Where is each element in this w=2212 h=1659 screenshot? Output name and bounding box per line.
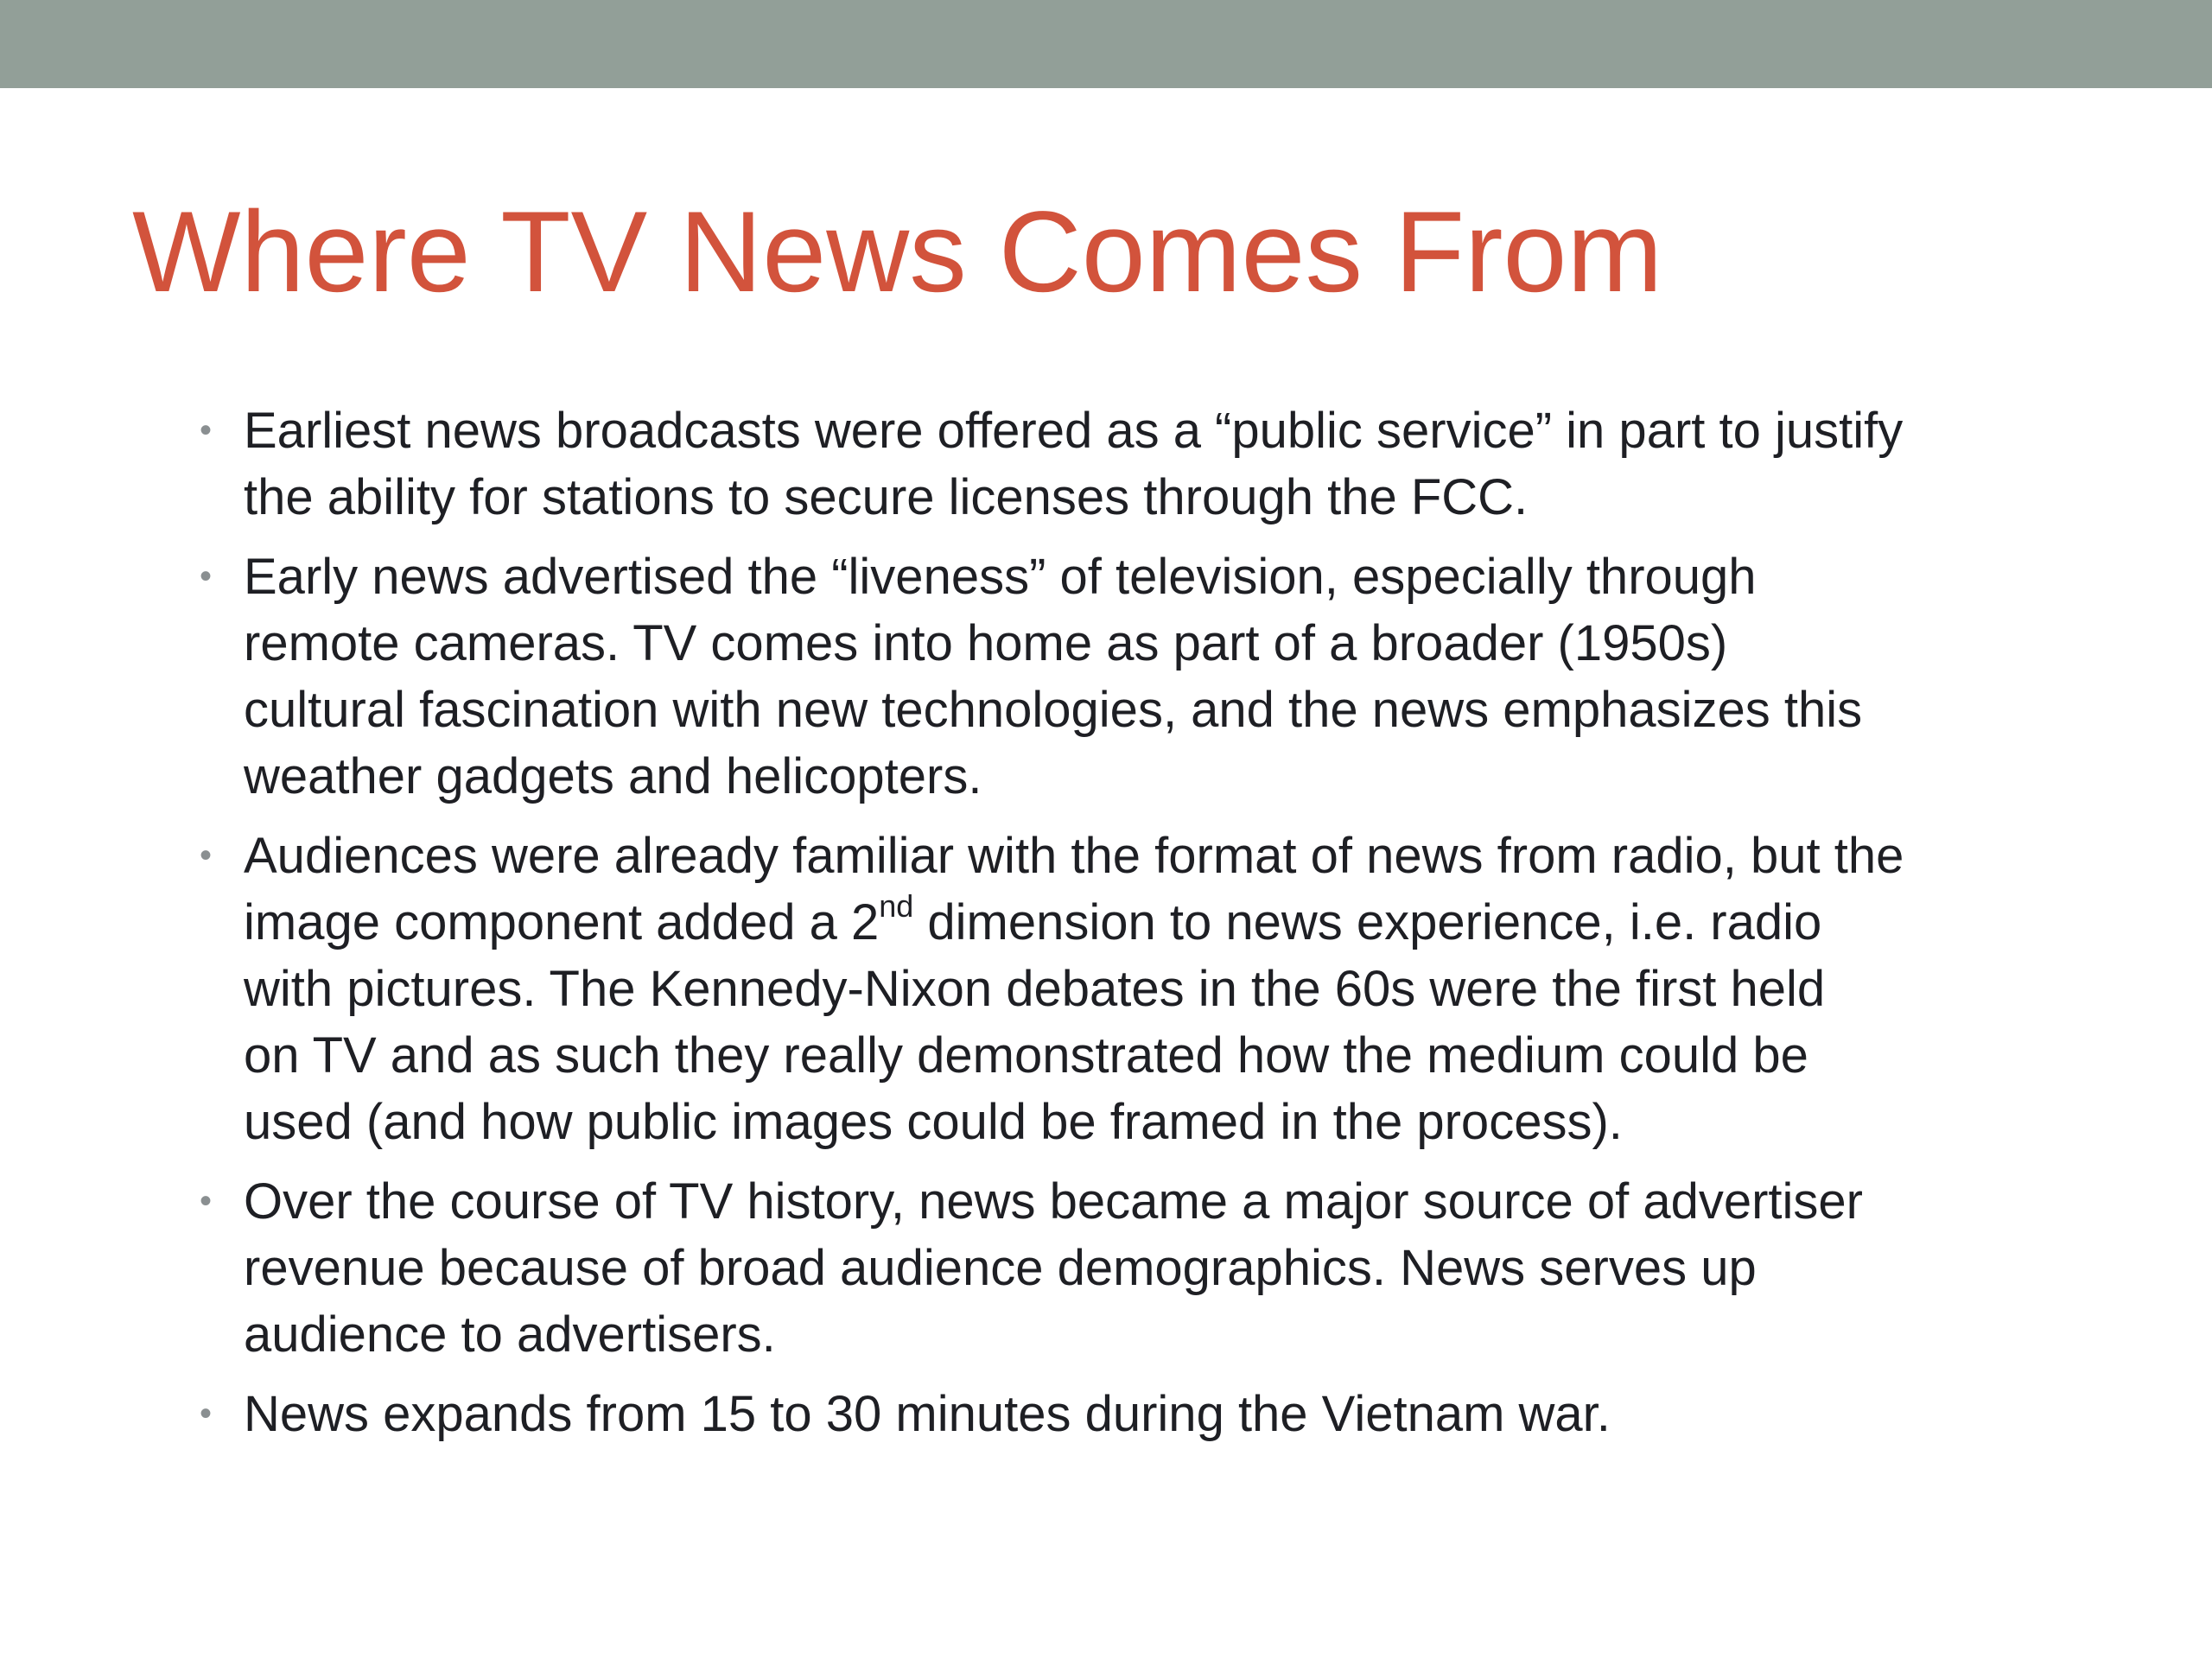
bullet-dot: •	[200, 1395, 213, 1433]
bullet-line: on TV and as such they really demonstrated how the medium could be	[244, 1027, 1808, 1084]
bullet-line: used (and how public images could be framed in the process).	[244, 1094, 1623, 1150]
bullet-line-text: dimension to news experience, i.e. radio	[913, 894, 1822, 950]
bullet-line: Over the course of TV history, news became a major source of advertiser	[244, 1173, 1863, 1230]
bullet-line: News expands from 15 to 30 minutes during the Vietnam war.	[244, 1386, 1611, 1442]
bullet-item	[0, 1168, 2093, 1368]
bullet-item	[0, 823, 2093, 1155]
bullet-line: remote cameras. TV comes into home as part of a broader (1950s)	[244, 615, 1728, 671]
bullet-line: revenue because of broad audience demographics. News serves up	[244, 1240, 1757, 1296]
bullet-line: the ability for stations to secure licenses through the FCC.	[244, 469, 1529, 525]
bullet-item	[0, 1381, 2093, 1447]
bullet-line: Early news advertised the “liveness” of television, especially through	[244, 549, 1757, 605]
bullet-line-text: image component added a 2	[244, 894, 880, 950]
bullet-line-with-superscript	[244, 889, 2093, 956]
bullet-line: with pictures. The Kennedy-Nixon debates in the 60s were the first held	[244, 961, 1826, 1017]
bullet-line: Audiences were already familiar with the format of news from radio, but the	[244, 828, 1904, 884]
bullet-line: weather gadgets and helicopters.	[244, 748, 982, 804]
bullet-dot: •	[200, 411, 213, 449]
ordinal-superscript: nd	[879, 887, 914, 924]
bullet-line: cultural fascination with new technologies, and the news emphasizes this	[244, 682, 1863, 738]
bullet-list	[0, 397, 2212, 1460]
bullet-dot: •	[200, 836, 213, 874]
bullet-item	[0, 397, 2093, 531]
bullet-item	[0, 543, 2093, 810]
bullet-line: Earliest news broadcasts were offered as a “public service” in part to justify	[244, 403, 1904, 459]
bullet-line: audience to advertisers.	[244, 1306, 776, 1363]
top-band	[0, 0, 2212, 88]
bullet-dot: •	[200, 1182, 213, 1220]
bullet-dot: •	[200, 557, 213, 595]
slide-title: Where TV News Comes From	[132, 188, 1663, 316]
